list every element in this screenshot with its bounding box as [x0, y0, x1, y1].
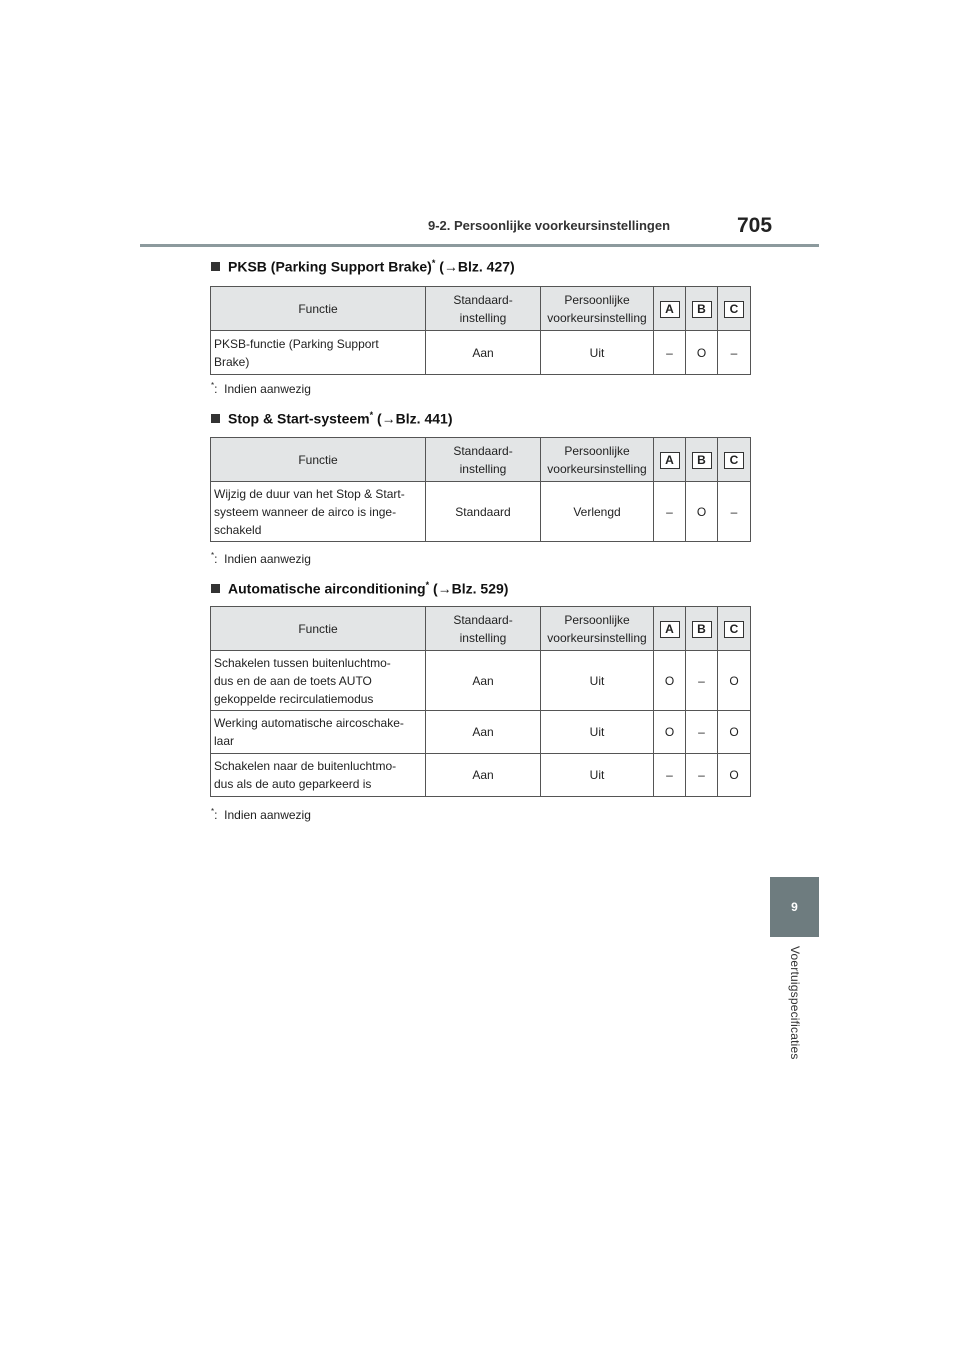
column-header-standaard: Standaard- instelling	[426, 607, 541, 651]
cell-a: O	[654, 651, 686, 711]
cell-functie: Werking automatische aircoschake- laar	[211, 711, 426, 754]
footnote-marker: *	[431, 258, 436, 268]
section-title-stop-start: Stop & Start-systeem* (→Blz. 441)	[211, 410, 452, 427]
page-reference: Blz. 441	[395, 410, 448, 427]
section-title-text: Automatische airconditioning	[228, 580, 426, 597]
footnote-text: Indien aanwezig	[224, 808, 311, 822]
column-header-a	[654, 607, 686, 651]
cell-persoonlijk: Uit	[541, 651, 654, 711]
cell-b: –	[686, 754, 718, 797]
cell-standaard: Standaard	[426, 482, 541, 542]
letter-a-icon: A	[660, 301, 680, 318]
table-row	[211, 711, 751, 754]
footnote-marker: *	[369, 410, 374, 420]
cell-c: O	[718, 754, 751, 797]
cell-standaard: Aan	[426, 651, 541, 711]
footnote: *: Indien aanwezig	[211, 381, 311, 396]
square-bullet-icon	[211, 414, 220, 423]
column-header-persoonlijk: Persoonlijke voorkeursinstelling	[541, 607, 654, 651]
header-rule	[140, 244, 819, 247]
pksb-table	[210, 286, 751, 375]
column-header-functie: Functie	[211, 287, 426, 331]
column-header-b	[686, 607, 718, 651]
table-row	[211, 482, 751, 542]
footnote: *: Indien aanwezig	[211, 551, 311, 566]
footnote: *: Indien aanwezig	[211, 807, 311, 822]
square-bullet-icon	[211, 262, 220, 271]
table-header-row	[211, 438, 751, 482]
column-header-persoonlijk: Persoonlijke voorkeursinstelling	[541, 287, 654, 331]
section-title-pksb: PKSB (Parking Support Brake)* (→Blz. 427)	[211, 258, 515, 275]
page-number: 705	[737, 214, 773, 237]
column-header-a	[654, 287, 686, 331]
letter-b-icon: B	[692, 621, 712, 638]
airconditioning-table	[210, 606, 751, 797]
table-row	[211, 331, 751, 375]
cell-standaard: Aan	[426, 754, 541, 797]
footnote-marker: *	[425, 580, 430, 590]
cell-c: –	[718, 482, 751, 542]
cell-functie: PKSB-functie (Parking Support Brake)	[211, 331, 426, 375]
stop-start-table	[210, 437, 751, 542]
arrow-icon: →	[437, 580, 452, 597]
cell-b: O	[686, 482, 718, 542]
arrow-icon: →	[381, 410, 396, 427]
column-header-c	[718, 438, 751, 482]
column-header-functie: Functie	[211, 438, 426, 482]
letter-c-icon: C	[724, 621, 744, 638]
footnote-text: Indien aanwezig	[224, 382, 311, 396]
column-header-standaard: Standaard- instelling	[426, 287, 541, 331]
column-header-a	[654, 438, 686, 482]
section-title-airconditioning: Automatische airconditioning* (→Blz. 529)	[211, 580, 508, 597]
chapter-tab: 9	[770, 877, 819, 937]
column-header-functie: Functie	[211, 607, 426, 651]
cell-a: –	[654, 482, 686, 542]
table-row	[211, 651, 751, 711]
cell-b: –	[686, 711, 718, 754]
section-title-text: PKSB (Parking Support Brake)	[228, 258, 432, 275]
cell-persoonlijk: Uit	[541, 711, 654, 754]
cell-functie: Wijzig de duur van het Stop & Start- systeem wanneer de airco is inge- schakeld	[211, 482, 426, 542]
cell-c: O	[718, 651, 751, 711]
column-header-standaard: Standaard- instelling	[426, 438, 541, 482]
cell-a: O	[654, 711, 686, 754]
cell-c: –	[718, 331, 751, 375]
section-title-text: Stop & Start-systeem	[228, 410, 370, 427]
cell-standaard: Aan	[426, 711, 541, 754]
cell-b: O	[686, 331, 718, 375]
cell-persoonlijk: Verlengd	[541, 482, 654, 542]
cell-persoonlijk: Uit	[541, 331, 654, 375]
column-header-c	[718, 287, 751, 331]
cell-persoonlijk: Uit	[541, 754, 654, 797]
letter-c-icon: C	[724, 301, 744, 318]
cell-b: –	[686, 651, 718, 711]
page-reference: Blz. 529	[451, 580, 504, 597]
cell-c: O	[718, 711, 751, 754]
letter-a-icon: A	[660, 452, 680, 469]
footnote-text: Indien aanwezig	[224, 552, 311, 566]
column-header-b	[686, 438, 718, 482]
cell-a: –	[654, 754, 686, 797]
cell-a: –	[654, 331, 686, 375]
cell-functie: Schakelen tussen buitenluchtmo- dus en de aan de toets AUTO gekoppelde recirculatiemodus	[211, 651, 426, 711]
cell-functie: Schakelen naar de buitenluchtmo- dus als de auto geparkeerd is	[211, 754, 426, 797]
table-header-row	[211, 607, 751, 651]
chapter-side-title: Voertuigspecificaties	[788, 946, 802, 1060]
letter-c-icon: C	[724, 452, 744, 469]
column-header-b	[686, 287, 718, 331]
letter-a-icon: A	[660, 621, 680, 638]
column-header-c	[718, 607, 751, 651]
letter-b-icon: B	[692, 301, 712, 318]
page-reference: Blz. 427	[457, 258, 511, 275]
letter-b-icon: B	[692, 452, 712, 469]
section-header: 9-2. Persoonlijke voorkeursinstellingen	[428, 218, 671, 233]
cell-standaard: Aan	[426, 331, 541, 375]
column-header-persoonlijk: Persoonlijke voorkeursinstelling	[541, 438, 654, 482]
arrow-icon: →	[443, 258, 458, 275]
table-header-row	[211, 287, 751, 331]
square-bullet-icon	[211, 584, 220, 593]
table-row	[211, 754, 751, 797]
